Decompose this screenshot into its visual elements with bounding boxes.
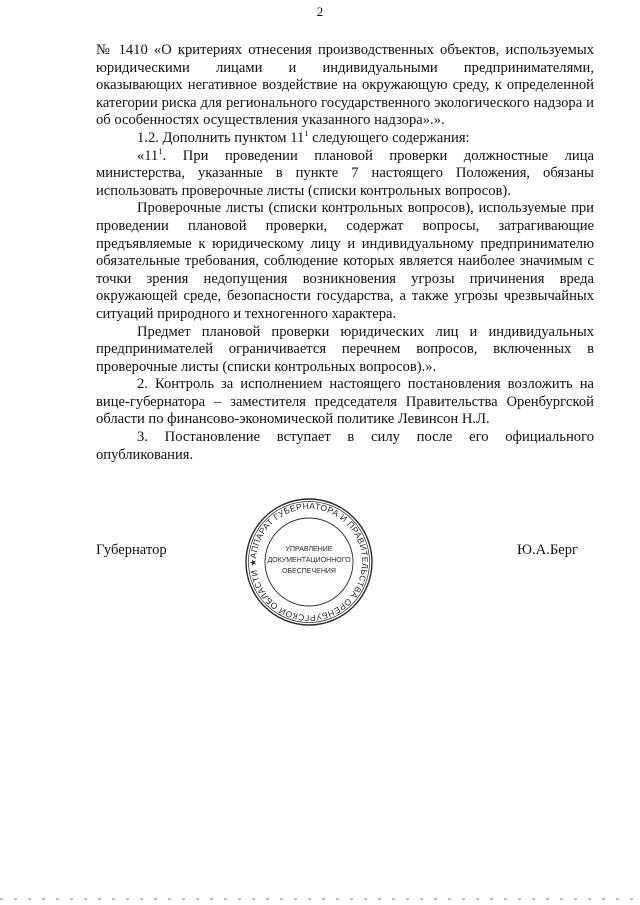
paragraph-decree-reference: № 1410 «О критериях отнесения производственных объектов, используемых юридическими лицами и индивидуальными предпринимателями, оказывающих негативное воздействие на окружающую среду, к определенной категории риска для регионального государственного экологического надзора и об особенностях осуществления указанного надзора».». [96,42,594,129]
stamp-center-line-1: УПРАВЛЕНИЕ [285,546,333,553]
document-body [96,42,594,464]
paragraph-item-3: 3. Постановление вступает в силу после его официального опубликования. [96,429,594,463]
stamp-center-line-2: ДОКУМЕНТАЦИОННОГО [267,557,351,564]
paragraph-checklists: Проверочные листы (списки контрольных вопросов), используемые при проведении плановой проверки, содержат вопросы, затрагивающие предъявляемые к юридическому лицу и индивидуальному предпринимателю обязательные требования, соблюдение которых является наиболее значимым с точки зрения недопущения возникновения угрозы причинения вреда окружающей среде, безопасности государства, а также угрозы чрезвычайных ситуаций природного и техногенного характера. [96,200,594,322]
signatory-position: Губернатор [96,542,167,558]
paragraph-item-11-1: «$11^1$. При проведении плановой проверки должностные лица министерства, указанные в пункте 7 настоящего Положения, обязаны использовать проверочные листы (списки контрольных вопросов). [96,145,594,199]
paragraph-item-1-2: 1.2. Дополнить пунктом $11^1$ следующего содержания: [137,128,470,146]
stamp-center-line-3: ОБЕСПЕЧЕНИЯ [282,568,336,575]
paragraph-inspection-subject: Предмет плановой проверки юридических лиц и индивидуальных предпринимателей ограничивается перечнем вопросов, включенных в проверочные листы (списки контрольных вопросов).». [96,323,594,375]
signatory-name: Ю.А.Берг [517,542,578,558]
page-number: 2 [316,4,324,19]
stamp-ring-text: АППАРАТ ГУБЕРНАТОРА И ПРАВИТЕЛЬСТВА ОРЕНБУРГСКОЙ ОБЛАСТИ ★ [247,500,371,624]
official-stamp [243,496,375,628]
scan-bottom-artifact [0,898,640,900]
paragraph-item-2: 2. Контроль за исполнением настоящего постановления возложить на вице-губернатора – заместителя председателя Правительства Оренбургской области по финансово-экономической политике Левинсон Н.Л. [96,376,594,428]
